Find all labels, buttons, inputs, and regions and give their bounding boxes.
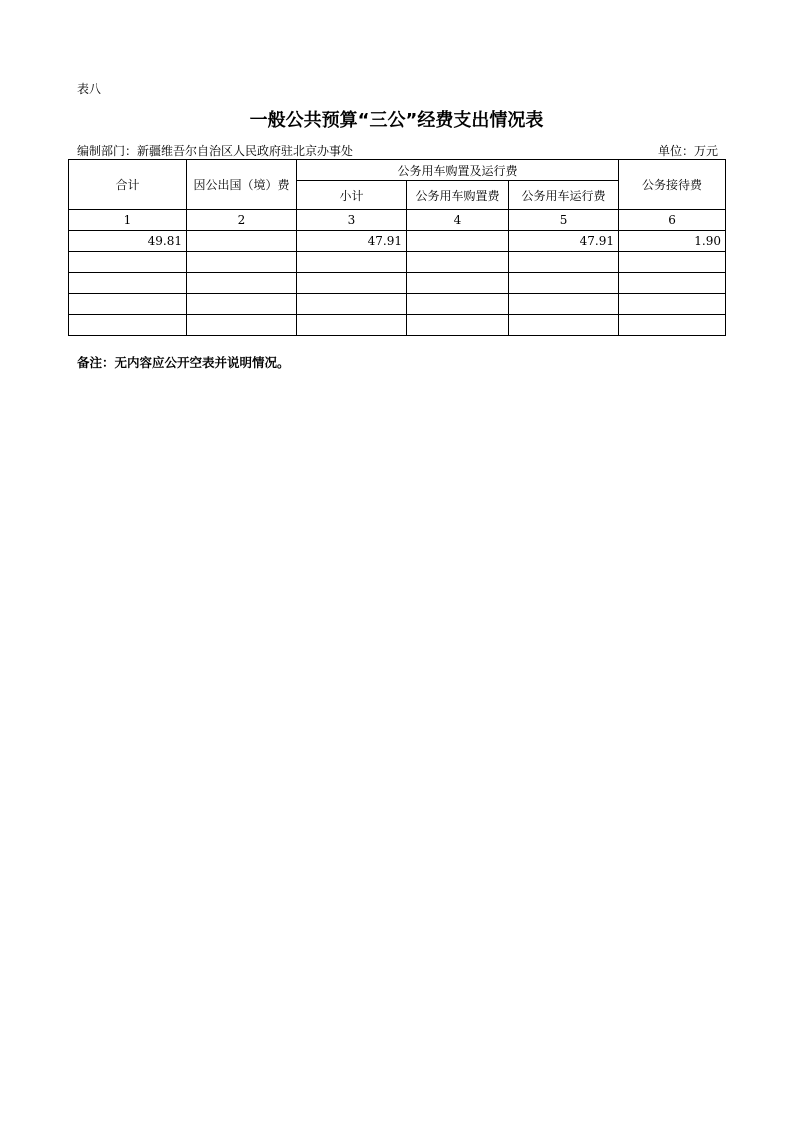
cell-subtotal: 47.91 [297, 231, 407, 252]
table-row [69, 294, 726, 315]
department-label: 编制部门：新疆维吾尔自治区人民政府驻北京办事处 [77, 144, 354, 158]
cell-reception: 1.90 [619, 231, 726, 252]
table-cell [619, 252, 726, 273]
expense-table [68, 159, 726, 336]
table-cell [509, 315, 619, 336]
table-cell [407, 273, 509, 294]
index-cell: 5 [509, 210, 619, 231]
page-title: 一般公共预算“三公”经费支出情况表 [249, 110, 544, 131]
cell-purchase [407, 231, 509, 252]
table-row [69, 315, 726, 336]
table-cell [297, 273, 407, 294]
index-cell: 4 [407, 210, 509, 231]
header-total: 合计 [69, 160, 187, 210]
table-cell [619, 315, 726, 336]
table-cell [187, 315, 297, 336]
index-cell: 1 [69, 210, 187, 231]
table-cell [407, 252, 509, 273]
table-cell [69, 315, 187, 336]
header-vehicle-group: 公务用车购置及运行费 [297, 160, 619, 181]
footnote: 备注：无内容应公开空表并说明情况。 [77, 355, 290, 370]
table-cell [407, 315, 509, 336]
table-cell [297, 252, 407, 273]
table-cell [69, 252, 187, 273]
meta-row [77, 142, 718, 159]
table-cell [509, 294, 619, 315]
index-row [69, 210, 726, 231]
header-operation: 公务用车运行费 [509, 181, 619, 210]
header-purchase: 公务用车购置费 [407, 181, 509, 210]
table-cell [69, 273, 187, 294]
index-cell: 2 [187, 210, 297, 231]
table-row [69, 273, 726, 294]
cell-total: 49.81 [69, 231, 187, 252]
cell-abroad [187, 231, 297, 252]
table-cell [407, 294, 509, 315]
header-abroad: 因公出国（境）费 [187, 160, 297, 210]
table-cell [69, 294, 187, 315]
table-cell [619, 273, 726, 294]
header-row-top [69, 160, 726, 181]
table-cell [509, 273, 619, 294]
table-cell [509, 252, 619, 273]
table-row [69, 231, 726, 252]
index-cell: 3 [297, 210, 407, 231]
header-subtotal: 小计 [297, 181, 407, 210]
header-reception: 公务接待费 [619, 160, 726, 210]
table-cell [187, 252, 297, 273]
table-cell [187, 273, 297, 294]
table-cell [297, 315, 407, 336]
unit-label: 单位：万元 [657, 144, 718, 158]
index-cell: 6 [619, 210, 726, 231]
table-cell [187, 294, 297, 315]
table-row [69, 252, 726, 273]
table-label: 表八 [77, 82, 102, 96]
table-cell [619, 294, 726, 315]
cell-operation: 47.91 [509, 231, 619, 252]
table-cell [297, 294, 407, 315]
